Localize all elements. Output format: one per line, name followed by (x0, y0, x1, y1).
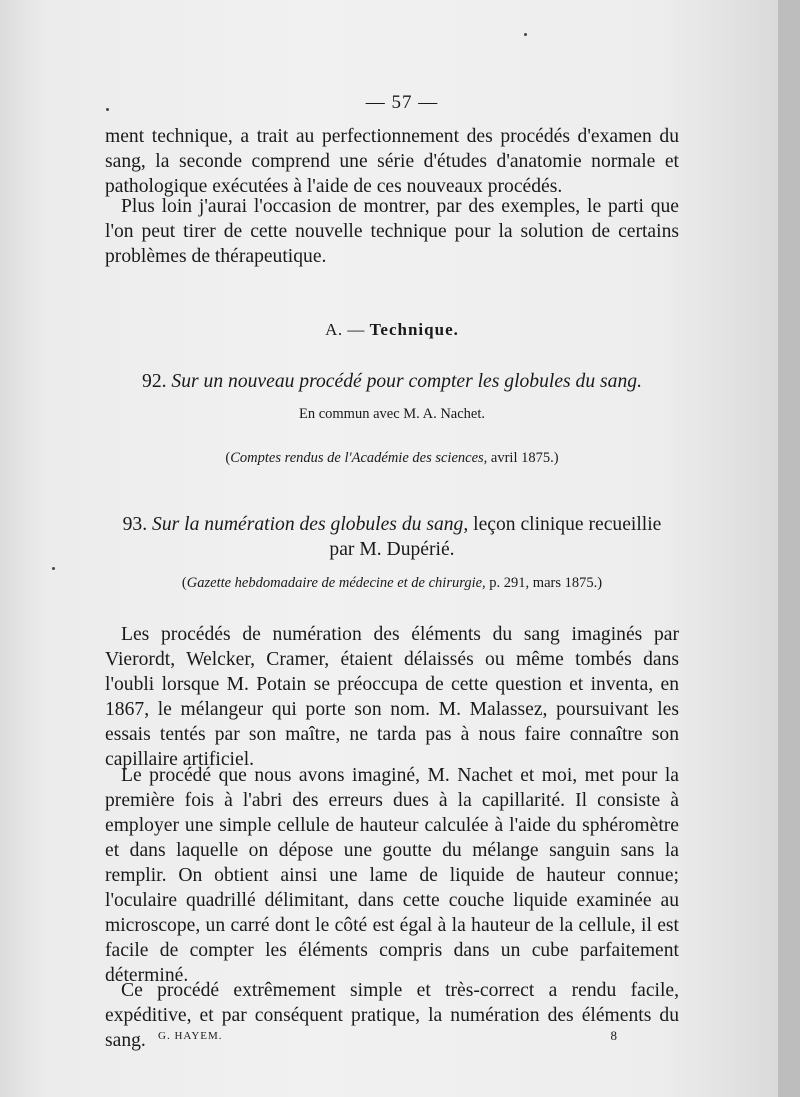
entry-number: 93. (122, 514, 148, 535)
body-paragraph-2: Le procédé que nous avons imaginé, M. Nachet et moi, met pour la première fois à l'abri des erreurs dues à la capillarité. Il consiste à employer une simple cellule de hauteur calculée à l'aide du sphéromètre et dans laquelle on dépose une goutte du mélange sanguin sans la remplir. On obtient ainsi une lame de liquide de hauteur connue; l'oculaire quadrillé délimitant, dans cette couche liquide examinée au microscope, un carré dont le côté est égal à la hauteur de la cellule, il est facile de compter les éléments compris dans un cube parfaitement déterminé. (105, 765, 679, 986)
print-speck (106, 108, 109, 111)
author-signature: G. HAYEM. (158, 1030, 223, 1042)
intro-paragraph-2: Plus loin j'aurai l'occasion de montrer, par des exemples, le parti que l'on peut tirer de cette nouvelle technique pour la solution de certains problèmes de thérapeutique. (105, 196, 679, 267)
source-title: Comptes rendus de l'Académie des sciences, (230, 450, 488, 466)
entry-93-title (105, 512, 679, 562)
page-edge-shadow (778, 0, 800, 1097)
source-title: Gazette hebdomadaire de médecine et de chirurgie, (186, 575, 486, 591)
entry-92-title (105, 369, 679, 394)
entry-title-line2: par M. Dupérié. (329, 539, 455, 560)
print-speck (524, 33, 527, 36)
entry-92-source: (Comptes rendus de l'Académie des sciences, avril 1875.) (225, 450, 559, 466)
source-detail: p. 291, mars 1875. (489, 575, 598, 591)
entry-title-rest: leçon clinique recueillie (473, 514, 662, 535)
body-paragraph-3: Ce procédé extrêmement simple et très-correct a rendu facile, expéditive, et par conséquent pratique, la numération des éléments du sang. (105, 980, 679, 1051)
print-speck (52, 567, 55, 570)
entry-92-collaboration: En commun avec M. A. Nachet. (298, 406, 486, 422)
entry-93-source: (Gazette hebdomadaire de médecine et de chirurgie, p. 291, mars 1875.) (181, 575, 603, 591)
entry-number: 92. (142, 371, 167, 392)
entry-title-text: Sur un nouveau procédé pour compter les globules du sang. (171, 371, 642, 392)
section-letter: A. — (325, 320, 365, 339)
section-title: Technique. (369, 320, 459, 339)
source-detail: avril 1875. (490, 450, 554, 466)
page-number: — 57 — (365, 92, 439, 113)
entry-title-text: Sur la numération des globules du sang, (152, 514, 469, 535)
section-heading (105, 320, 679, 340)
intro-paragraph-1: ment technique, a trait au perfectionnement des procédés d'examen du sang, la seconde comprend une série d'études d'anatomie normale et pathologique exécutées à l'aide de ces nouveaux procédés. (105, 126, 679, 197)
body-paragraph-1: Les procédés de numération des éléments du sang imaginés par Vierordt, Welcker, Cramer, étaient délaissés ou même tombés dans l'oubli lorsque M. Potain se préoccupa de cette question et inventa, en 1867, le mélangeur qui porte son nom. M. Malassez, poursuivant les essais tentés par son maître, ne tarda pas à nous faire connaître son capillaire artificiel. (105, 624, 679, 770)
sheet-number: 8 (610, 1028, 618, 1043)
